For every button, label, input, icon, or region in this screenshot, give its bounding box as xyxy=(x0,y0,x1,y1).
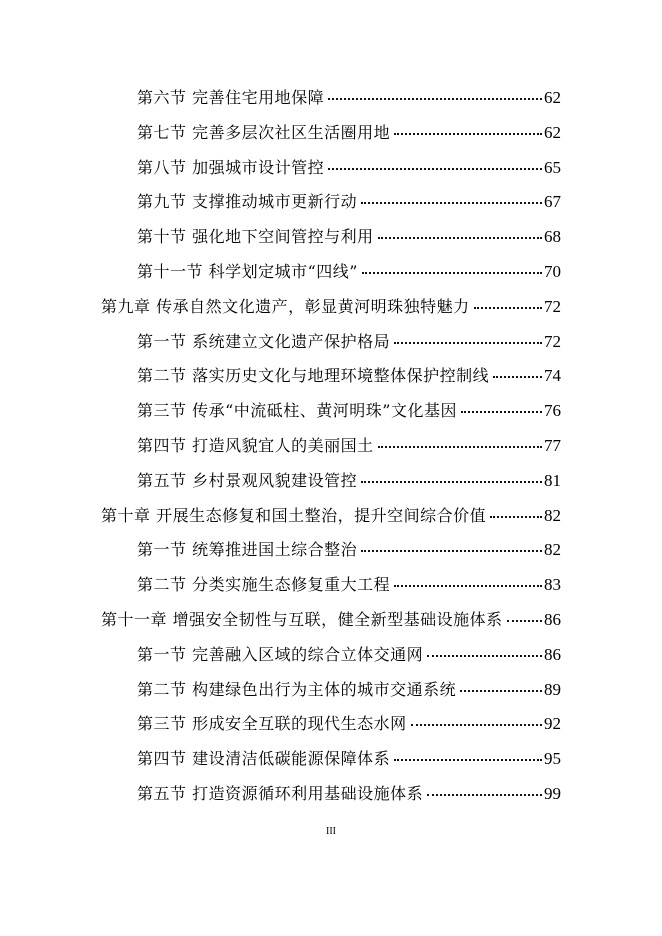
dot-leader xyxy=(461,411,542,413)
toc-entry-title: 第三节 形成安全互联的现代生态水网 xyxy=(137,714,407,733)
toc-section-row[interactable] xyxy=(137,784,561,804)
dot-leader xyxy=(328,98,542,100)
toc-entry-title: 第十一章 增强安全韧性与互联，健全新型基础设施体系 xyxy=(101,610,503,629)
toc-section-row[interactable] xyxy=(137,366,561,386)
toc-entry-title: 第五节 打造资源循环利用基础设施体系 xyxy=(137,784,424,803)
toc-section-row[interactable] xyxy=(137,471,561,491)
toc-section-row[interactable] xyxy=(137,401,561,421)
toc-entry-title: 第三节 传承“中流砥柱、黄河明珠”文化基因 xyxy=(137,401,457,420)
toc-page-number: 62 xyxy=(544,88,561,107)
toc-section-row[interactable] xyxy=(137,680,561,700)
toc-section-row[interactable] xyxy=(137,123,561,143)
toc-page-number: 92 xyxy=(544,714,561,733)
toc-page-number: 83 xyxy=(544,575,561,594)
page-number: III xyxy=(326,826,336,837)
toc-entry-title: 第二节 落实历史文化与地理环境整体保护控制线 xyxy=(137,366,490,385)
toc-entry-title: 第一节 完善融入区域的综合立体交通网 xyxy=(137,645,424,664)
toc-page-number: 65 xyxy=(544,158,561,177)
dot-leader xyxy=(474,307,542,309)
dot-leader xyxy=(361,550,542,552)
toc-entry-title: 第一节 系统建立文化遗产保护格局 xyxy=(137,332,391,351)
toc-section-row[interactable] xyxy=(137,332,561,352)
toc-page-number: 95 xyxy=(544,749,561,768)
dot-leader xyxy=(378,446,542,448)
dot-leader xyxy=(490,516,542,518)
toc-section-row[interactable] xyxy=(137,158,561,178)
toc-entry-title: 第十一节 科学划定城市“四线” xyxy=(137,262,358,281)
dot-leader xyxy=(394,585,542,587)
dot-leader xyxy=(411,724,542,726)
toc-entry-title: 第九节 支撑推动城市更新行动 xyxy=(137,192,358,211)
toc-page-number: 70 xyxy=(544,262,561,281)
dot-leader xyxy=(394,133,542,135)
dot-leader xyxy=(427,794,542,796)
dot-leader xyxy=(378,237,542,239)
toc-page-number: 82 xyxy=(544,540,561,559)
toc-page-number: 68 xyxy=(544,227,561,246)
toc-page-number: 99 xyxy=(544,784,561,803)
toc-page-number: 89 xyxy=(544,680,561,699)
toc-entry-title: 第九章 传承自然文化遗产，彰显黄河明珠独特魅力 xyxy=(101,297,470,316)
toc-chapter-row[interactable] xyxy=(101,610,561,630)
toc-page-number: 74 xyxy=(544,366,561,385)
toc-entry-title: 第八节 加强城市设计管控 xyxy=(137,158,325,177)
toc-page-number: 76 xyxy=(544,401,561,420)
dot-leader xyxy=(427,655,542,657)
toc-section-row[interactable] xyxy=(137,575,561,595)
toc-page-number: 86 xyxy=(544,610,561,629)
dot-leader xyxy=(507,620,542,622)
toc-page-number: 86 xyxy=(544,645,561,664)
toc-page-number: 81 xyxy=(544,471,561,490)
toc-entry-title: 第四节 建设清洁低碳能源保障体系 xyxy=(137,749,391,768)
dot-leader xyxy=(361,202,542,204)
dot-leader xyxy=(394,342,542,344)
toc-section-row[interactable] xyxy=(137,88,561,108)
toc-entry-title: 第十章 开展生态修复和国土整治，提升空间综合价值 xyxy=(101,506,487,525)
toc-entry-title: 第一节 统筹推进国土综合整治 xyxy=(137,540,358,559)
toc-section-row[interactable] xyxy=(137,227,561,247)
toc-section-row[interactable] xyxy=(137,262,561,282)
dot-leader xyxy=(362,272,542,274)
dot-leader xyxy=(493,376,542,378)
toc-page-number: 77 xyxy=(544,436,561,455)
dot-leader xyxy=(394,759,542,761)
toc-chapter-row[interactable] xyxy=(101,506,561,526)
toc-entry-title: 第十节 强化地下空间管控与利用 xyxy=(137,227,374,246)
toc-chapter-row[interactable] xyxy=(101,297,561,317)
dot-leader xyxy=(460,690,542,692)
toc-page-number: 82 xyxy=(544,506,561,525)
toc-page-number: 67 xyxy=(544,192,561,211)
toc-page-number: 62 xyxy=(544,123,561,142)
dot-leader xyxy=(328,168,542,170)
toc-section-row[interactable] xyxy=(137,436,561,456)
toc-section-row[interactable] xyxy=(137,714,561,734)
toc-entry-title: 第七节 完善多层次社区生活圈用地 xyxy=(137,123,391,142)
toc-section-row[interactable] xyxy=(137,192,561,212)
toc-entry-title: 第二节 构建绿色出行为主体的城市交通系统 xyxy=(137,680,457,699)
toc-section-row[interactable] xyxy=(137,645,561,665)
toc-section-row[interactable] xyxy=(137,540,561,560)
toc-entry-title: 第六节 完善住宅用地保障 xyxy=(137,88,325,107)
toc-section-row[interactable] xyxy=(137,749,561,769)
toc-entry-title: 第四节 打造风貌宜人的美丽国土 xyxy=(137,436,374,455)
toc-page-number: 72 xyxy=(544,332,561,351)
toc-entry-title: 第五节 乡村景观风貌建设管控 xyxy=(137,471,358,490)
toc-entry-title: 第二节 分类实施生态修复重大工程 xyxy=(137,575,391,594)
toc-page-number: 72 xyxy=(544,297,561,316)
dot-leader xyxy=(361,481,542,483)
